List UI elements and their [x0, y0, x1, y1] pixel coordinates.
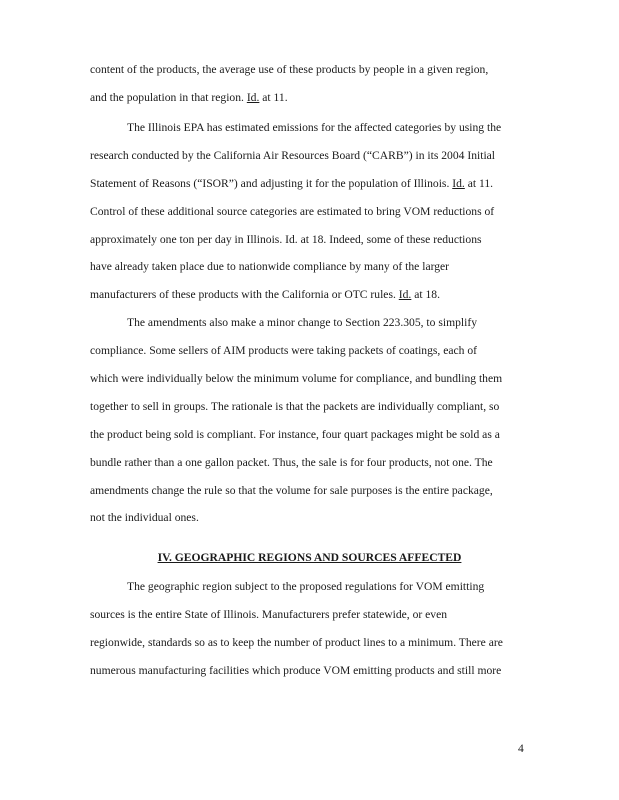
citation-id: Id.	[452, 177, 465, 190]
text-line: research conducted by the California Air Resources Board (“CARB”) in its 2004 Initial	[90, 149, 496, 162]
text-span: and the population in that region.	[90, 91, 247, 104]
text-line	[90, 177, 493, 191]
text-span: at 11.	[464, 177, 494, 190]
text-line	[90, 288, 440, 302]
page-number: 4	[518, 742, 524, 755]
text-line: numerous manufacturing facilities which produce VOM emitting products and still more	[90, 664, 502, 677]
text-line: amendments change the rule so that the volume for sale purposes is the entire package,	[90, 484, 493, 497]
text-line: regionwide, standards so as to keep the number of product lines to a minimum. There are	[90, 636, 503, 649]
text-line: which were individually below the minimum volume for compliance, and bundling them	[90, 372, 503, 385]
text-line: Control of these additional source categories are estimated to bring VOM reductions of	[90, 205, 495, 218]
text-line: not the individual ones.	[90, 511, 199, 524]
text-line: approximately one ton per day in Illinois. Id. at 18. Indeed, some of these reductions	[90, 233, 482, 246]
text-line: bundle rather than a one gallon packet. Thus, the sale is for four products, not one. The	[90, 456, 493, 469]
citation-id: Id.	[398, 288, 412, 301]
text-span: at 18.	[411, 288, 440, 301]
text-line: the product being sold is compliant. For instance, four quart packages might be sold as a	[90, 428, 500, 441]
text-span: Statement of Reasons (“ISOR”) and adjusting it for the population of Illinois.	[90, 177, 453, 190]
text-line: sources is the entire State of Illinois. Manufacturers prefer statewide, or even	[90, 608, 448, 621]
text-line: The geographic region subject to the proposed regulations for VOM emitting	[127, 580, 485, 593]
text-line: content of the products, the average use of these products by people in a given region,	[90, 63, 489, 76]
text-line: compliance. Some sellers of AIM products were taking packets of coatings, each of	[90, 344, 477, 357]
text-span: manufacturers of these products with the California or OTC rules.	[90, 288, 399, 301]
citation-id: Id.	[246, 91, 260, 104]
section-heading: IV. GEOGRAPHIC REGIONS AND SOURCES AFFECTED	[157, 551, 462, 564]
text-line: The Illinois EPA has estimated emissions for the affected categories by using the	[127, 121, 502, 134]
text-line: together to sell in groups. The rationale is that the packets are individually compliant, so	[90, 400, 500, 413]
text-span: at 11.	[259, 91, 288, 104]
text-line	[90, 91, 288, 105]
text-line: The amendments also make a minor change to Section 223.305, to simplify	[127, 316, 477, 329]
text-line: have already taken place due to nationwide compliance by many of the larger	[90, 260, 450, 273]
